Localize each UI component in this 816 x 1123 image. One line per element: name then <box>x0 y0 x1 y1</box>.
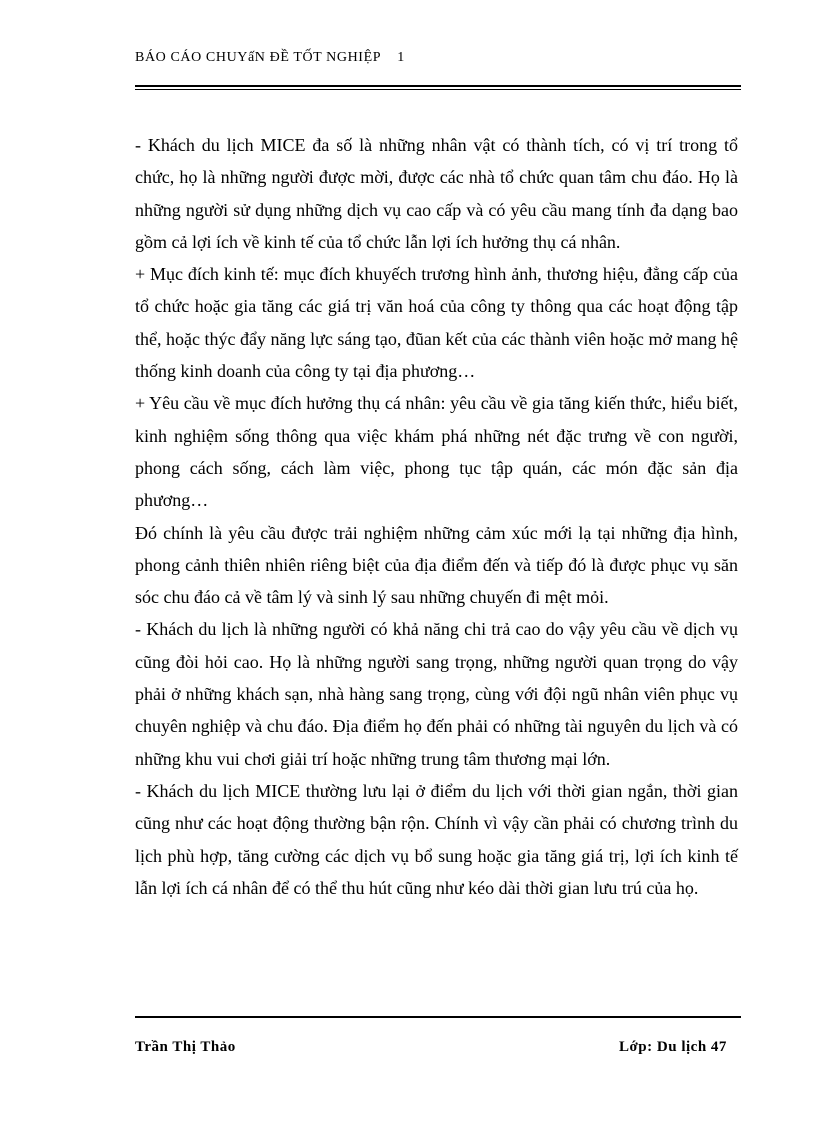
paragraph-personal-purpose: + Yêu cầu về mục đích hưởng thụ cá nhân: yêu cầu về gia tăng kiến thức, hiểu biết, kinh nghiệm sống thông qua việc khám phá những nét đặc trưng về con người, phong cách sống, cách làm việc, phong tục tập quán, các món đặc sản địa phương… <box>135 393 738 511</box>
page-number: 1 <box>397 50 405 65</box>
paragraph-experience: Đó chính là yêu cầu được trải nghiệm những cảm xúc mới lạ tại những địa hình, phong cảnh thiên nhiên riêng biệt của địa điểm đến và tiếp đó là được phục vụ săn sóc chu đáo cả về tâm lý và sinh lý sau những chuyến đi mệt mỏi. <box>135 522 738 608</box>
footer-rule <box>135 1016 741 1018</box>
paragraph-high-spending: - Khách du lịch là những người có khả năng chi trả cao do vậy yêu cầu về dịch vụ cũng đòi hỏi cao. Họ là những người sang trọng, những người quan trọng do vậy phải ở những khách sạn, nhà hàng sang trọng, cùng với đội ngũ nhân viên phục vụ chuyên nghiệp và chu đáo. Địa điểm họ đến phải có những tài nguyên du lịch và có những khu vui chơi giải trí hoặc những trung tâm thương mại lớn. <box>135 619 738 769</box>
paragraph-economic-purpose: + Mục đích kinh tế: mục đích khuyếch trương hình ảnh, thương hiệu, đẳng cấp của tổ chức hoặc gia tăng các giá trị văn hoá của công ty thông qua các hoạt động tập thể, hoặc thýc đẩy năng lực sáng tạo, đũan kết của các thành viên hoặc mở mang hệ thống kinh doanh của công ty tại địa phương… <box>135 264 738 382</box>
footer-author: Trần Thị Thảo <box>135 1039 236 1055</box>
header-rule-thick <box>135 85 741 87</box>
page-header <box>135 50 741 70</box>
footer-class: Lớp: Du lịch 47 <box>619 1039 727 1055</box>
paragraph-mice-guests: - Khách du lịch MICE đa số là những nhân vật có thành tích, có vị trí trong tổ chức, họ là những người được mời, được các nhà tổ chức quan tâm chu đáo. Họ là những người sử dụng những dịch vụ cao cấp và có yêu cầu mang tính đa dạng bao gồm cả lợi ích về kinh tế của tổ chức lẫn lợi ích hưởng thụ cá nhân. <box>135 135 738 252</box>
report-title: BÁO CÁO CHUYấN ĐỀ TỐT NGHIỆP <box>135 50 382 65</box>
header-rule-thin <box>135 89 741 90</box>
document-body <box>135 129 738 904</box>
paragraph-short-stay: - Khách du lịch MICE thường lưu lại ở điểm du lịch với thời gian ngắn, thời gian cũng như các hoạt động thường bận rộn. Chính vì vậy cần phải có chương trình du lịch phù hợp, tăng cường các dịch vụ bổ sung hoặc gia tăng giá trị, lợi ích kinh tế lẫn lợi ích cá nhân để có thể thu hút cũng như kéo dài thời gian lưu trú của họ. <box>135 780 738 898</box>
